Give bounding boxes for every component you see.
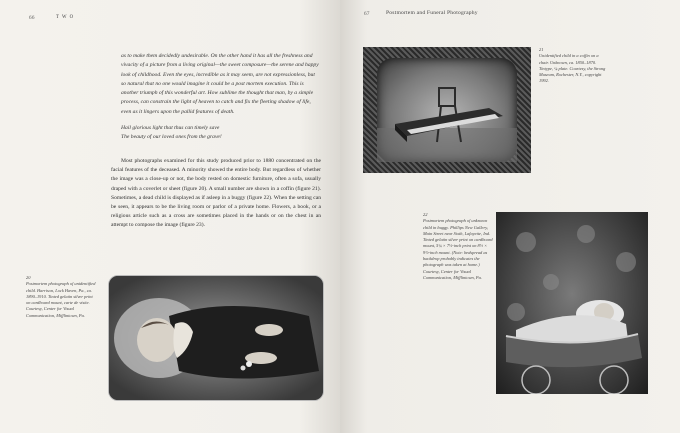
verse-line-1: Hail glorious light that thus can timely save [121, 125, 220, 132]
quote-paragraph: as to make them decidedly undesirable. On the other hand it has all the freshness and vivacity of a picture from a living original—the sweet composure—the serene and happy look of childhood. Even the eyes, incredible as it may seem, are not expressionless, but so natural that no one would imagine it could be a post mortem execution. This is another triumph of this wonderful art. How sublime the thought that man, by a simple process, can constrain the light of heaven to catch and fix the fleeting shadow of life, even as it lingers upon the pallid features of death. [121, 53, 319, 115]
running-head-right: Postmortem and Funeral Photography [386, 10, 478, 16]
figure-20-illustration [109, 276, 323, 400]
quote-block [121, 52, 321, 143]
figure-22-photo [496, 212, 648, 394]
caption-figure-20 [26, 275, 96, 319]
figure-21-photo [363, 47, 531, 173]
figure-21-illustration [377, 58, 517, 162]
caption-20-text: Postmortem photograph of unidentified child. Harrison, Lock Haven, Pa., ca. 1890–1910. Tinted gelatin silver print on cardboard mount, carte de visite. Courtesy, Center for Visual Communication, Mifflintown, Pa. [26, 281, 96, 318]
figure-20-photo [108, 275, 324, 401]
figure-22-illustration [496, 212, 648, 394]
caption-figure-21 [539, 47, 607, 85]
folio-right: 67 [364, 11, 370, 17]
caption-22-number: 22 [423, 212, 428, 217]
running-head-left: T W O [56, 15, 75, 20]
caption-22-text: Postmortem photograph of unknown child in buggy. Phillips New Gallery, Main Street near Sixth, Lafayette, Ind. Tinted gelatin silver print on cardboard mount, 5¼ × 7½-inch print on 8½ × 9½-inch mount. (Note: bedspread as backdrop probably indicates the photograph was taken at home.) Courtesy, Center for Visual Communication, Mifflintown, Pa. [423, 218, 493, 280]
caption-figure-22 [423, 212, 493, 281]
verse-line-2: The beauty of our loved ones from the grave! [121, 134, 222, 141]
caption-21-number: 21 [539, 47, 544, 52]
caption-21-text: Unidentified child in a coffin on a chair. Unknown, ca. 1850–1870. Tintype, ¼ plate. Courtesy, the Strong Museum, Rochester, N.Y., copyright 1992. [539, 53, 606, 84]
figure-21-mat-opening [377, 58, 517, 162]
body-text [111, 157, 321, 231]
folio-left: 66 [29, 15, 35, 21]
body-paragraph: Most photographs examined for this study produced prior to 1880 concentrated on the facial features of the deceased. A minority showed the entire body. But regardless of whether the image was a close-up or not, the body rested on domestic furniture, often a sofa, usually draped with a coverlet or sheet (figure 20). A small number are shown in a coffin (figure 21). Sometimes, a dead child is displayed as if asleep in a buggy (figure 22). When the setting can be seen, it appears to be the living room or parlor of a private home. Flowers, a book, or a religious article such as a cross are sometimes placed in the hands or on the chest in an attempt to compose the image (figure 23). [111, 158, 321, 229]
caption-20-number: 20 [26, 275, 31, 280]
